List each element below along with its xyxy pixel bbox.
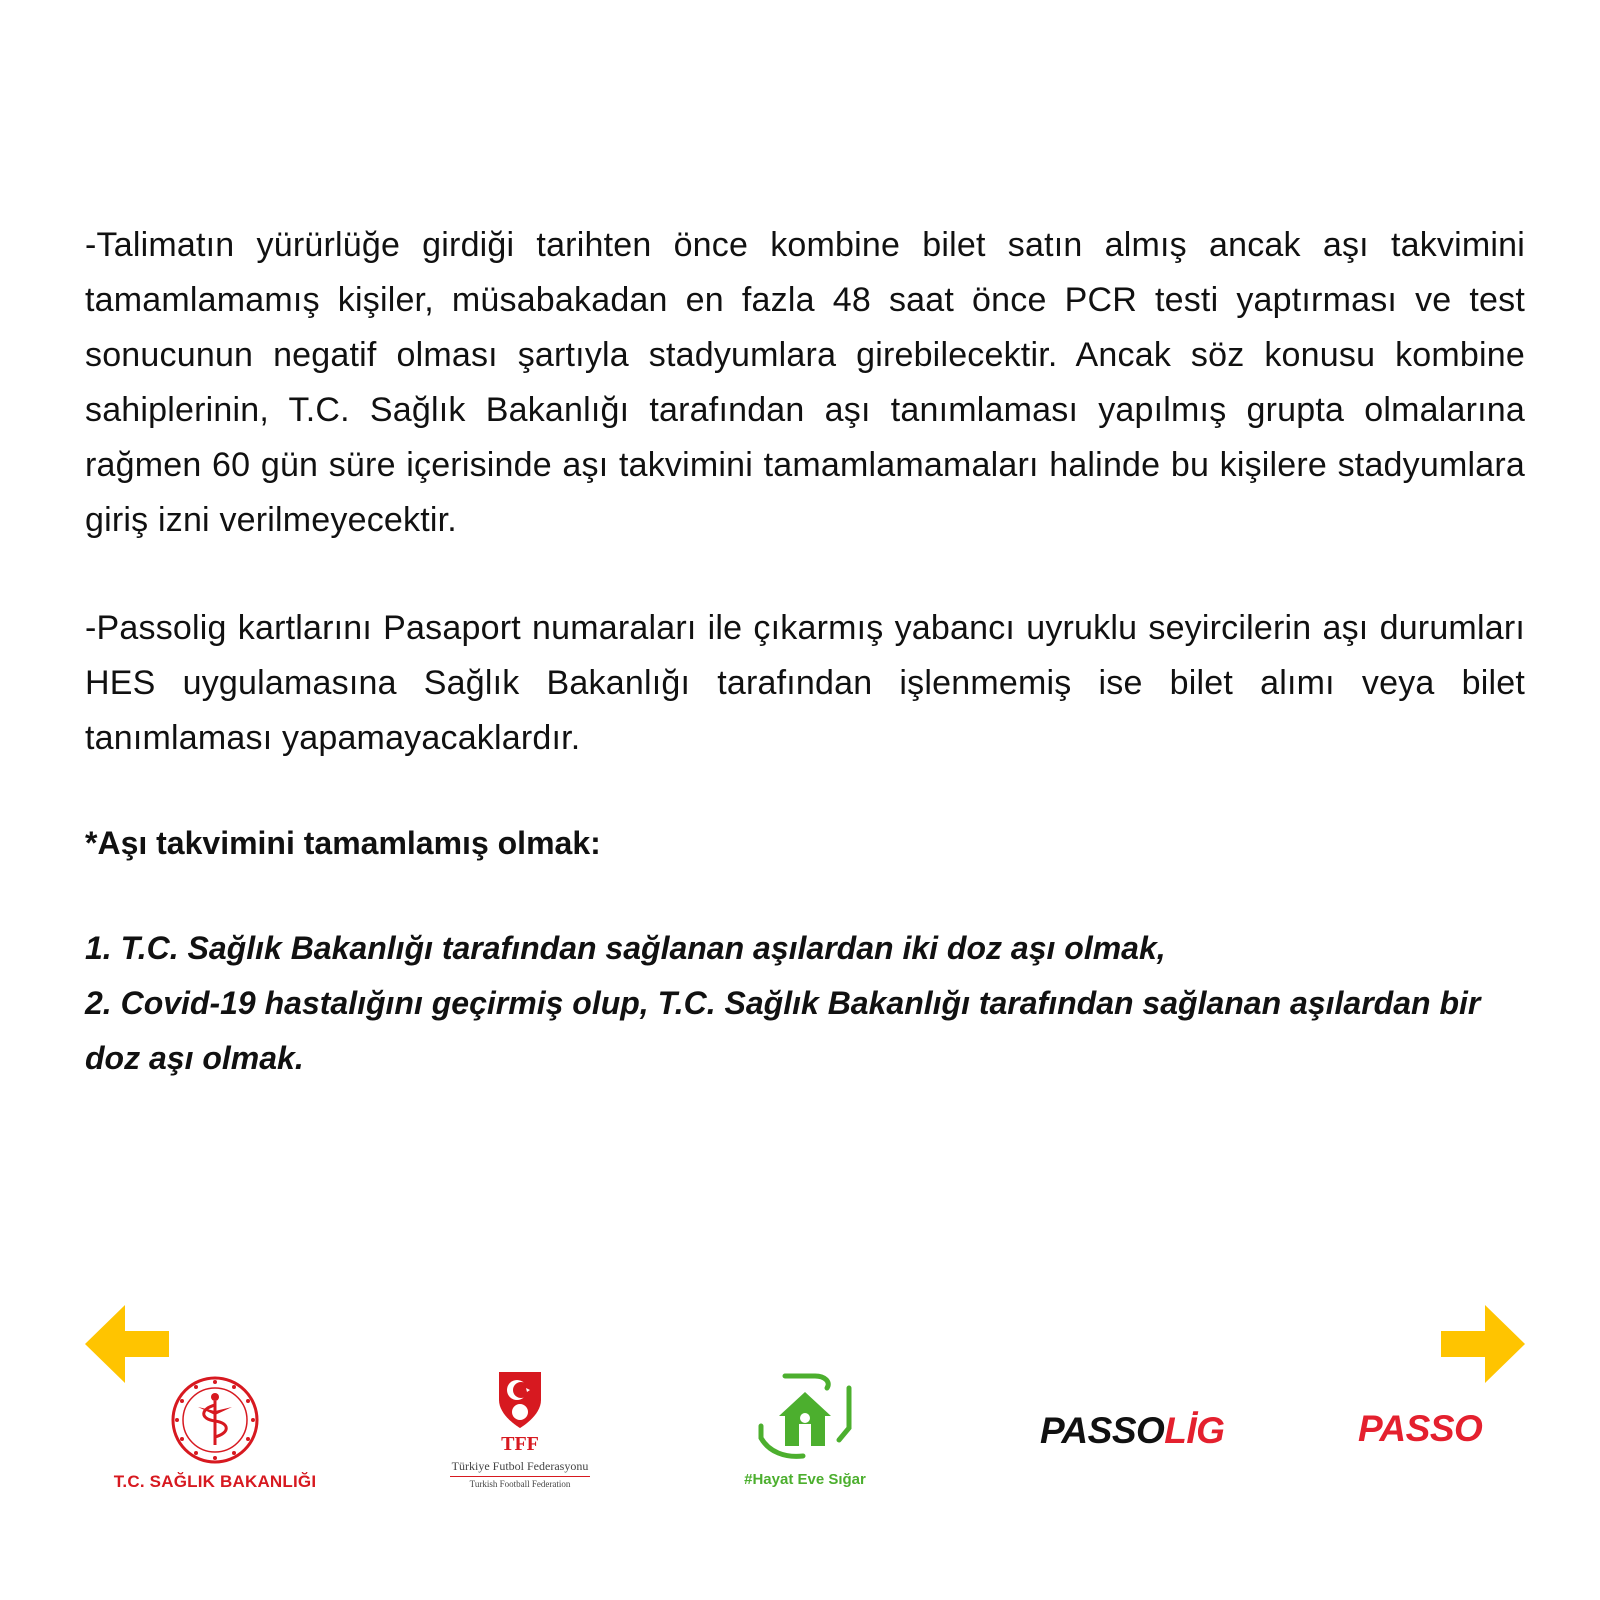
vaccination-heading: *Aşı takvimini tamamlamış olmak: [85,825,601,861]
saglik-bakanligi-logo [110,1375,320,1495]
hayat-eve-sigar-logo [730,1368,880,1493]
next-arrow-icon[interactable] [1437,1305,1525,1383]
house-hands-icon [755,1368,855,1466]
passolig-logo-part2: LİG [1164,1410,1225,1451]
hayat-logo-text: #Hayat Eve Sığar [744,1471,866,1488]
tff-name: Türkiye Futbol Federasyonu [451,1459,589,1473]
passo-logo: PASSO [1358,1408,1483,1449]
previous-arrow-icon[interactable] [85,1305,173,1383]
passolig-logo [1040,1410,1224,1452]
tff-crest-icon [497,1370,543,1430]
main-content [85,218,1525,1086]
list-item: 2. Covid-19 hastalığını geçirmiş olup, T.C. Sağlık Bakanlığı tarafından sağlanan aşılardan bir doz aşı olmak. [85,985,1481,1076]
tff-name-en: Turkish Football Federation [469,1479,571,1489]
passolig-logo-part1: PASSO [1040,1410,1165,1451]
list-item: 1. T.C. Sağlık Bakanlığı tarafından sağlanan aşılardan iki doz aşı olmak, [85,930,1166,966]
saglik-emblem-icon [170,1375,260,1465]
tff-abbr: TFF [501,1433,539,1455]
vaccination-criteria-list [85,921,1525,1086]
tff-divider [450,1476,590,1477]
tff-logo [440,1370,600,1495]
paragraph-season-ticket: -Talimatın yürürlüğe girdiği tarihten önce kombine bilet satın almış ancak aşı takvimini tamamlamamış kişiler, müsabakadan en fazla 48 saat önce PCR testi yaptırması ve test sonucunun negatif olması şartıyla stadyumlara girebilecektir. Ancak söz konusu kombine sahiplerinin, T.C. Sağlık Bakanlığı tarafından aşı tanımlaması yapılmış grupta olmalarına rağmen 60 gün süre içerisinde aşı takvimini tamamlamamaları halinde bu kişilere stadyumlara giriş izni verilmeyecektir. [85,226,1525,539]
paragraph-passolig-foreign: -Passolig kartlarını Pasaport numaraları ile çıkarmış yabancı uyruklu seyircilerin aşı durumları HES uygulamasına Sağlık Bakanlığı tarafından işlenmemiş ise bilet alımı veya bilet tanımlaması yapamayacaklardır. [85,609,1525,757]
saglik-logo-text: T.C. SAĞLIK BAKANLIĞI [113,1472,317,1491]
